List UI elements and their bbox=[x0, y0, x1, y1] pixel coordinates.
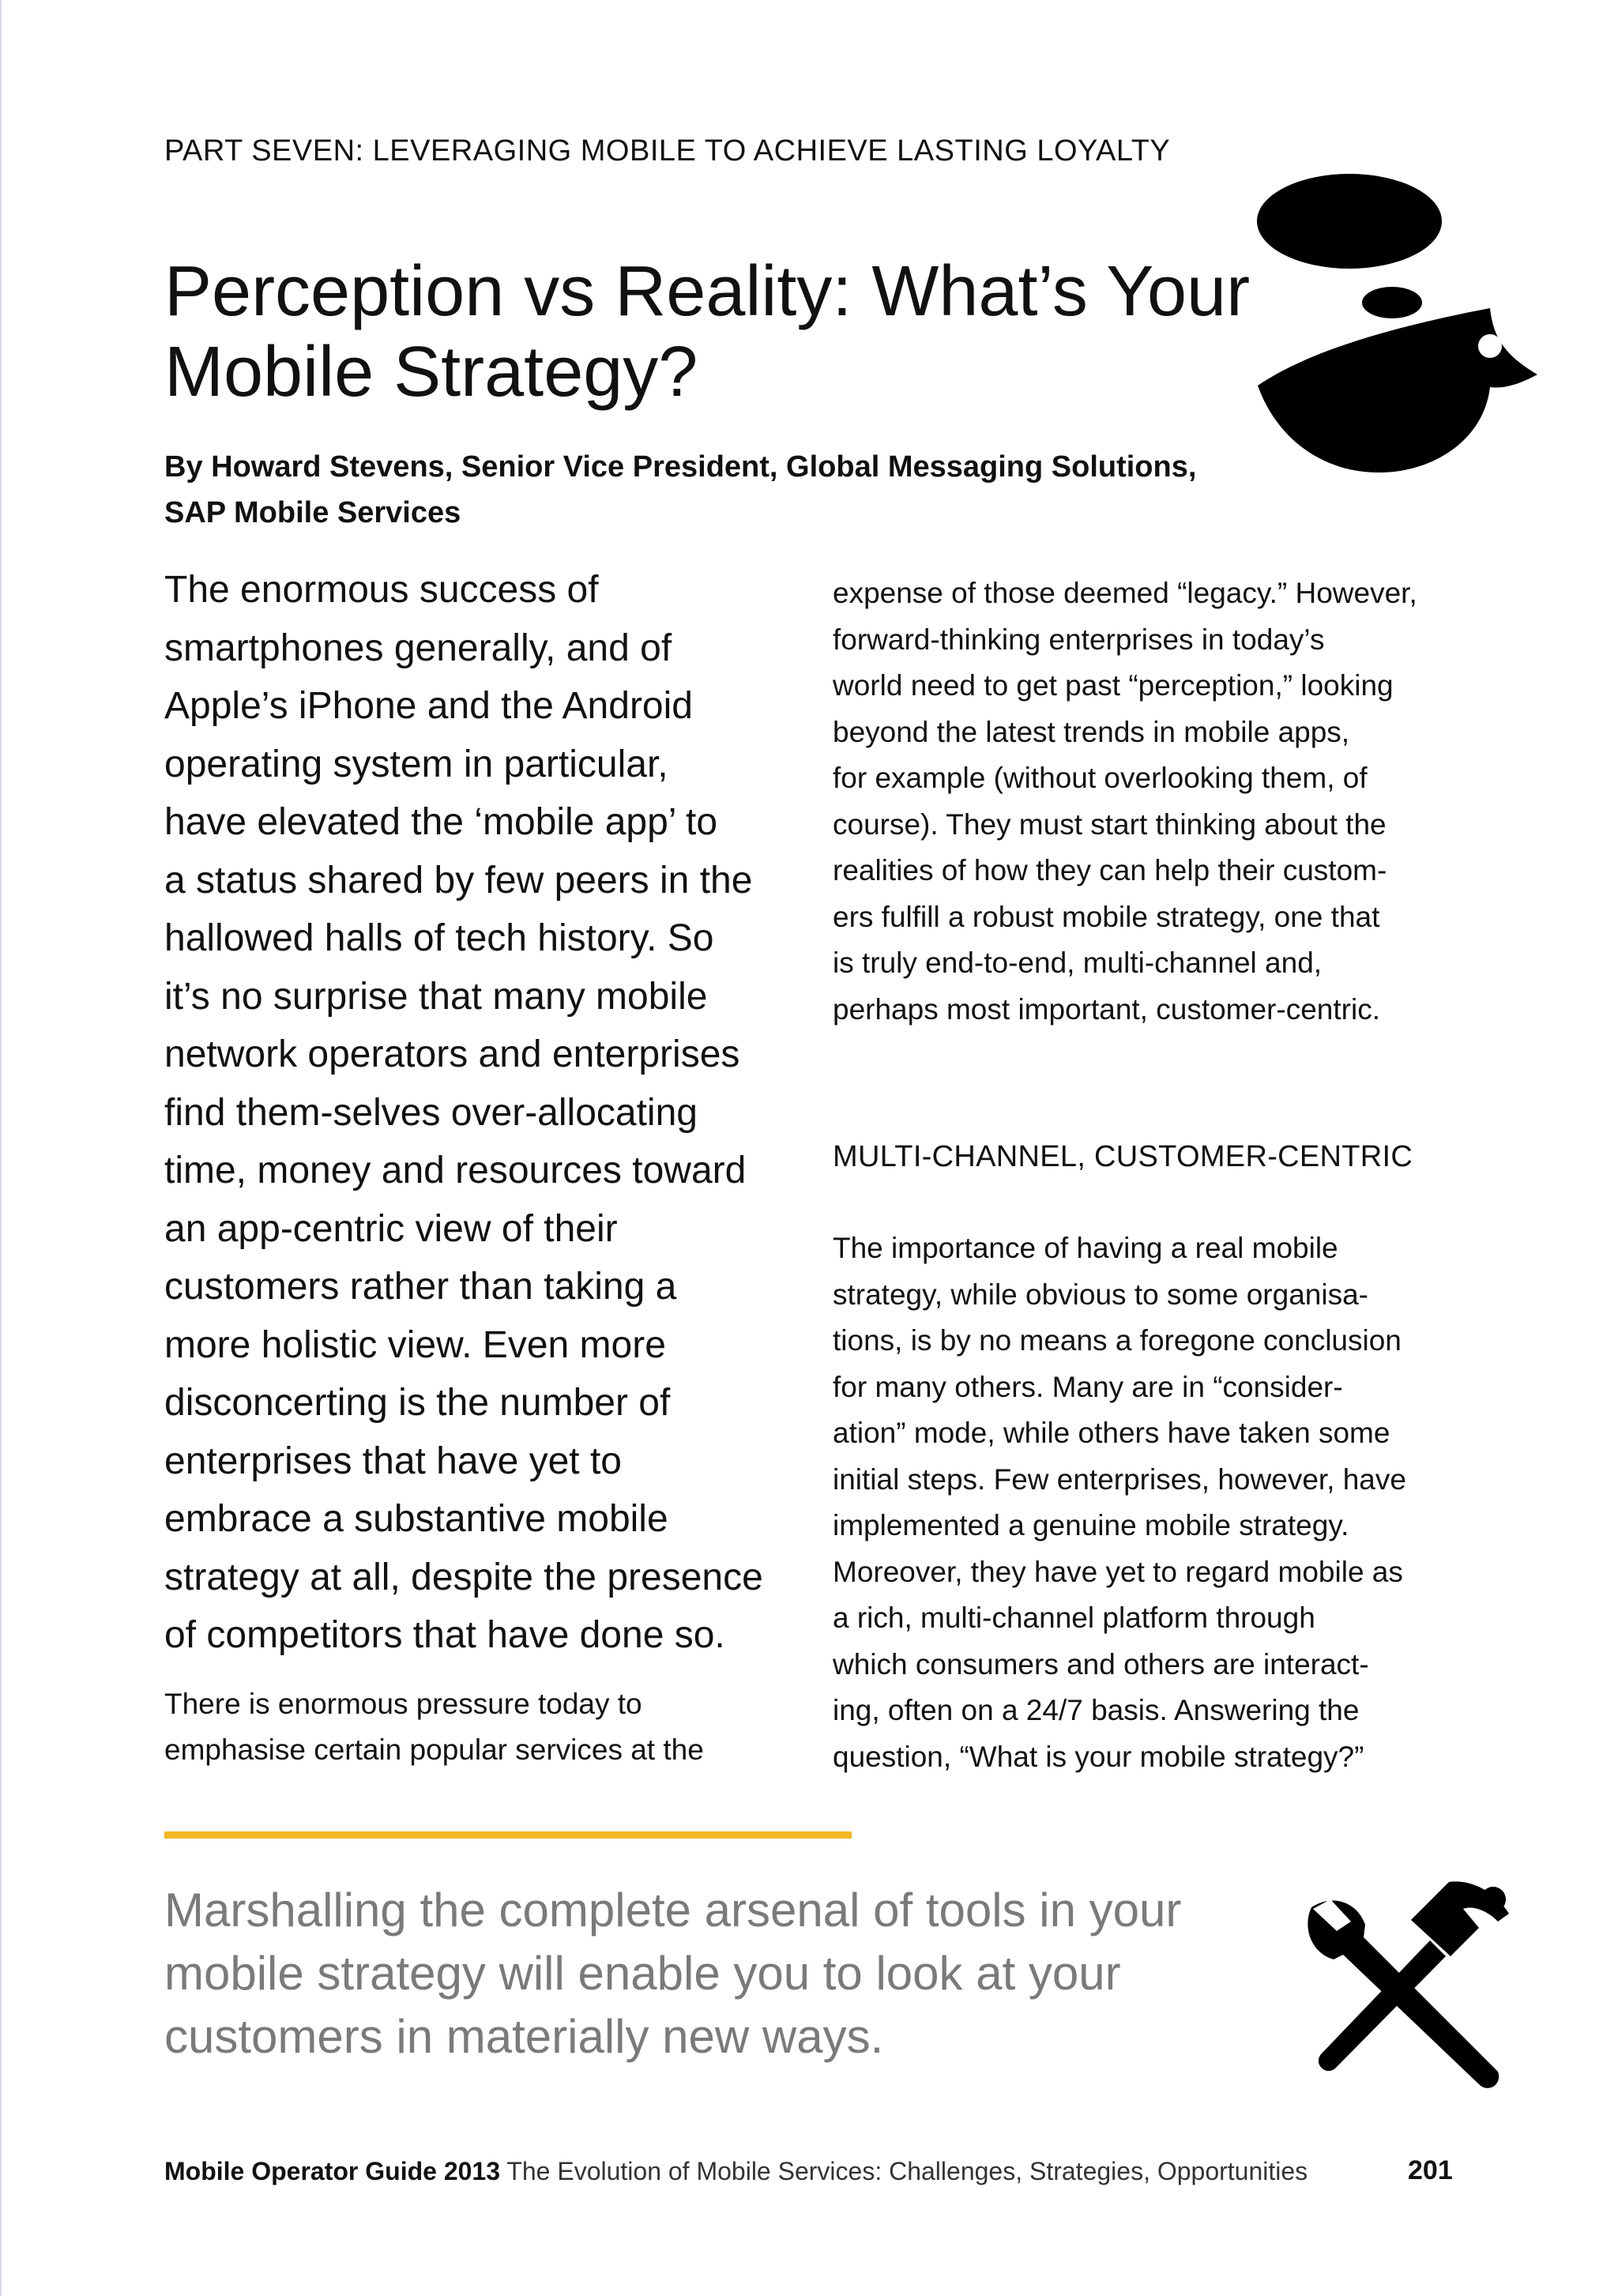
body-line: which consumers and others are interact- bbox=[833, 1647, 1369, 1681]
intro-line: enterprises that have yet to bbox=[164, 1440, 622, 1482]
intro-line: embrace a substantive mobile bbox=[164, 1498, 668, 1540]
body-line: question, “What is your mobile strategy?” bbox=[833, 1740, 1364, 1773]
body-line: tions, is by no means a foregone conclusion bbox=[833, 1324, 1402, 1357]
intro-line: customers rather than taking a bbox=[164, 1266, 677, 1308]
body-line: is truly end-to-end, multi-channel and, bbox=[833, 947, 1323, 979]
thinking-bird-icon bbox=[1256, 174, 1548, 482]
body-line: for many others. Many are in “consider- bbox=[833, 1370, 1343, 1403]
intro-line: hallowed halls of tech history. So bbox=[164, 917, 714, 959]
bird-eye bbox=[1478, 334, 1502, 358]
body-line: There is enormous pressure today to bbox=[164, 1688, 642, 1720]
intro-line: more holistic view. Even more bbox=[164, 1323, 666, 1366]
part-header: PART SEVEN: LEVERAGING MOBILE TO ACHIEVE LASTING LOYALTY bbox=[164, 134, 1171, 167]
article-title bbox=[164, 251, 1278, 412]
accent-rule bbox=[164, 1831, 852, 1839]
intro-line: Apple’s iPhone and the Android bbox=[164, 685, 693, 727]
pull-quote-line: Marshalling the complete arsenal of tools in your bbox=[164, 1884, 1182, 1937]
body-line: implemented a genuine mobile strategy. bbox=[833, 1509, 1349, 1541]
body-line: The importance of having a real mobile bbox=[833, 1232, 1338, 1264]
pull-quote bbox=[164, 1879, 1255, 2068]
intro-line: network operators and enterprises bbox=[164, 1033, 740, 1075]
page-number: 201 bbox=[1408, 2155, 1453, 2185]
body-line: realities of how they can help their custom- bbox=[833, 854, 1387, 886]
intro-line: of competitors that have done so. bbox=[164, 1614, 725, 1656]
title-line: Mobile Strategy? bbox=[164, 333, 698, 412]
body-line: strategy, while obvious to some organisa- bbox=[833, 1278, 1368, 1311]
intro-line: smartphones generally, and of bbox=[164, 627, 672, 669]
byline bbox=[164, 444, 1270, 536]
body-line: expense of those deemed “legacy.” However, bbox=[833, 577, 1417, 609]
intro-line: time, money and resources toward bbox=[164, 1150, 747, 1191]
body-line: initial steps. Few enterprises, however, have bbox=[833, 1462, 1406, 1496]
intro-line: find them-selves over-allocating bbox=[164, 1091, 698, 1134]
thought-bubble bbox=[1257, 174, 1442, 269]
right-column bbox=[833, 570, 1465, 1780]
byline-line: By Howard Stevens, Senior Vice President, Global Messaging Solutions, bbox=[164, 450, 1197, 484]
body-line: Moreover, they have yet to regard mobile as bbox=[833, 1555, 1403, 1588]
intro-line: an app-centric view of their bbox=[164, 1207, 618, 1250]
body-line: course). They must start thinking about the bbox=[833, 807, 1387, 841]
body-line: ers fulfill a robust mobile strategy, one that bbox=[833, 900, 1380, 933]
intro-line: disconcerting is the number of bbox=[164, 1382, 671, 1424]
right-paragraph-2 bbox=[833, 1225, 1465, 1780]
page-edge-rule bbox=[0, 0, 2, 2296]
body-line: for example (without overlooking them, of bbox=[833, 762, 1368, 794]
intro-paragraph bbox=[164, 561, 820, 1665]
title-line: Perception vs Reality: What’s Your bbox=[164, 252, 1251, 331]
body-line: ing, often on a 24/7 basis. Answering the bbox=[833, 1694, 1360, 1726]
body-line: ation” mode, while others have taken some bbox=[833, 1417, 1390, 1449]
pull-quote-line: mobile strategy will enable you to look at your bbox=[164, 1947, 1121, 2000]
body-line: perhaps most important, customer-centric. bbox=[833, 992, 1380, 1026]
intro-line: a status shared by few peers in the bbox=[164, 859, 753, 901]
page-footer bbox=[164, 2157, 1452, 2186]
byline-line: SAP Mobile Services bbox=[164, 496, 461, 529]
intro-line: The enormous success of bbox=[164, 569, 599, 611]
pull-quote-line: customers in materially new ways. bbox=[164, 2010, 884, 2063]
body-line: forward-thinking enterprises in today’s bbox=[833, 623, 1325, 656]
body-line: emphasise certain popular services at the bbox=[164, 1733, 704, 1766]
intro-line: have elevated the ‘mobile app’ to bbox=[164, 801, 718, 843]
wrench-hammer-icon bbox=[1296, 1873, 1517, 2094]
footer-subtitle: The Evolution of Mobile Services: Challenges, Strategies, Opportunities bbox=[506, 2157, 1308, 2185]
intro-line: strategy at all, despite the presence bbox=[164, 1556, 763, 1598]
right-paragraph-1 bbox=[833, 570, 1465, 1033]
body-line: a rich, multi-channel platform through bbox=[833, 1602, 1315, 1634]
left-column-paragraph bbox=[164, 1681, 820, 1773]
bird-body bbox=[1258, 308, 1537, 472]
body-line: world need to get past “perception,” looking bbox=[833, 669, 1394, 702]
body-line: beyond the latest trends in mobile apps, bbox=[833, 715, 1350, 748]
thought-bubble-small bbox=[1362, 287, 1422, 318]
section-subheading: MULTI-CHANNEL, CUSTOMER-CENTRIC bbox=[833, 1140, 1413, 1173]
footer-publication: Mobile Operator Guide 2013 bbox=[164, 2157, 500, 2185]
intro-line: operating system in particular, bbox=[164, 743, 668, 785]
intro-line: it’s no surprise that many mobile bbox=[164, 975, 708, 1018]
